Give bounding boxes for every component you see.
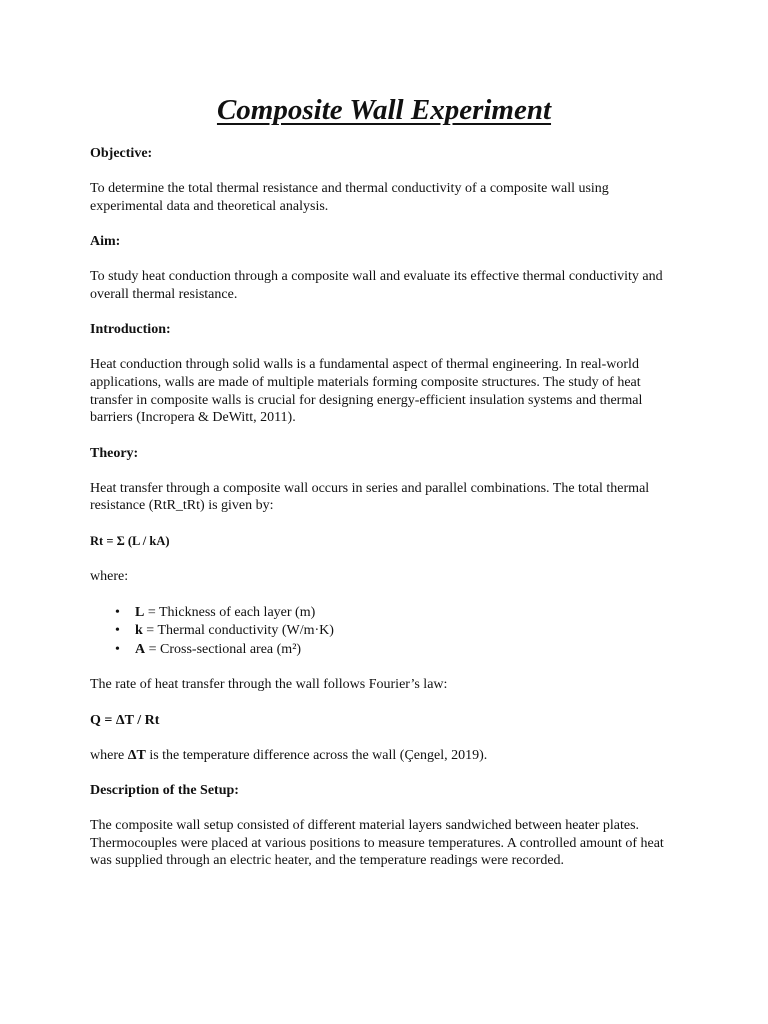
delta-prefix: where bbox=[90, 747, 128, 763]
list-item bbox=[90, 604, 678, 623]
aim-text: To study heat conduction through a composite wall and evaluate its effective thermal conductivity and overall thermal resistance. bbox=[90, 269, 663, 302]
bullet-icon: • bbox=[115, 604, 120, 620]
delta-suffix: is the temperature difference across the wall (Çengel, 2019). bbox=[145, 747, 488, 763]
setup-section bbox=[90, 782, 678, 870]
bullet-icon: • bbox=[115, 641, 120, 657]
setup-text: The composite wall setup consisted of different material layers sandwiched between heater plates. Thermocouples were placed at various positions to measure temperatures. A controlled amount of heat was supplied through an electric heater, and the temperature readings were recorded. bbox=[90, 818, 664, 869]
variable-symbol: A bbox=[135, 641, 146, 657]
heat-formula: Q = ΔT / Rt bbox=[90, 712, 160, 728]
variable-description: = Thickness of each layer (m) bbox=[144, 604, 316, 620]
resistance-formula: Rt = Σ (L / kA) bbox=[90, 533, 170, 548]
list-item bbox=[90, 641, 678, 660]
objective-text: To determine the total thermal resistance and thermal conductivity of a composite wall using experimental data and theoretical analysis. bbox=[90, 181, 609, 214]
aim-section bbox=[90, 233, 678, 303]
list-item bbox=[90, 622, 678, 641]
setup-heading: Description of the Setup: bbox=[90, 783, 239, 799]
variable-list bbox=[90, 604, 678, 660]
theory-heading: Theory: bbox=[90, 445, 139, 461]
delta-t-explanation bbox=[90, 747, 678, 765]
bullet-icon: • bbox=[115, 623, 120, 639]
introduction-heading: Introduction: bbox=[90, 322, 171, 338]
variable-symbol: k bbox=[135, 623, 143, 639]
where-label: where: bbox=[90, 568, 129, 584]
introduction-text: Heat conduction through solid walls is a fundamental aspect of thermal engineering. In real-world applications, walls are made of multiple materials forming composite structures. The study of heat transfer in composite walls is crucial for designing energy-efficient insulation systems and thermal barriers (Incropera & DeWitt, 2011). bbox=[90, 357, 643, 426]
variable-symbol: L bbox=[135, 604, 145, 620]
introduction-section bbox=[90, 321, 678, 426]
document-title: Composite Wall Experiment bbox=[216, 94, 552, 126]
delta-symbol: ΔT bbox=[127, 747, 146, 763]
theory-text: Heat transfer through a composite wall occurs in series and parallel combinations. The total thermal resistance (RtR_tRt) is given by: bbox=[90, 480, 650, 514]
variable-description: = Cross-sectional area (m²) bbox=[145, 641, 302, 657]
aim-heading: Aim: bbox=[90, 234, 121, 250]
variable-description: = Thermal conductivity (W/m·K) bbox=[142, 623, 334, 639]
fourier-text: The rate of heat transfer through the wall follows Fourier’s law: bbox=[90, 677, 448, 693]
theory-section bbox=[90, 445, 678, 764]
objective-section bbox=[90, 145, 678, 215]
objective-heading: Objective: bbox=[90, 146, 153, 161]
